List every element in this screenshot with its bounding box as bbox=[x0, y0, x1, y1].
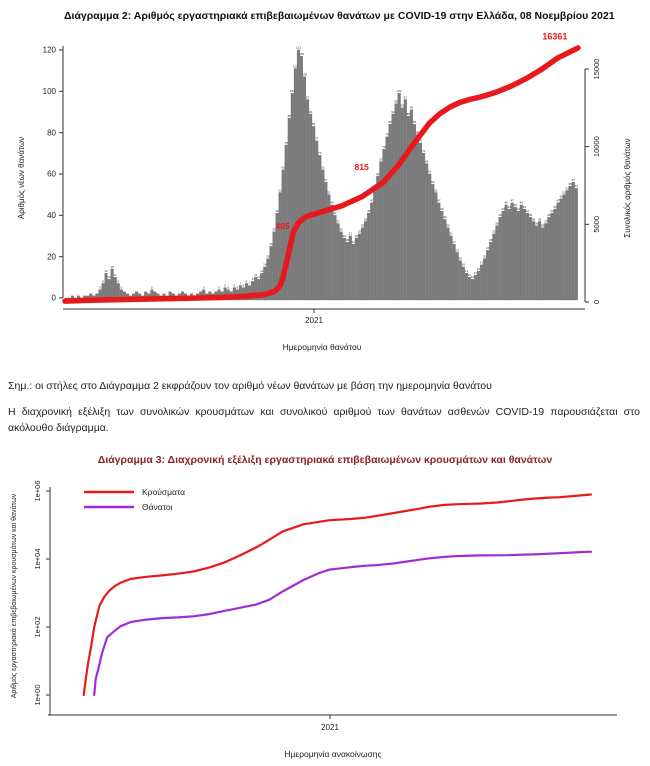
bar-label: 51 bbox=[327, 190, 331, 195]
bar-label: 13 bbox=[464, 268, 469, 273]
bar-label: 36 bbox=[534, 221, 539, 226]
bar bbox=[331, 205, 334, 300]
bar bbox=[376, 176, 379, 300]
bar bbox=[569, 186, 572, 300]
bar-label: 47 bbox=[556, 198, 560, 203]
bar-label: 27 bbox=[452, 240, 456, 244]
bar-label: 10 bbox=[470, 275, 475, 280]
bar-label: 11 bbox=[467, 273, 471, 278]
bar-label: 85 bbox=[388, 120, 392, 125]
log-tick-label: 1e+02 bbox=[33, 616, 42, 638]
bar-label: 20 bbox=[266, 254, 270, 259]
bar bbox=[294, 69, 297, 300]
bar-label: 42 bbox=[366, 209, 371, 213]
bar-label: 7 bbox=[239, 281, 242, 286]
bar bbox=[343, 238, 346, 300]
bar bbox=[486, 250, 489, 300]
right-tick-label: 0 bbox=[592, 299, 601, 305]
bar bbox=[383, 149, 386, 300]
deaths-line bbox=[94, 552, 591, 695]
bar-label: 46 bbox=[330, 200, 334, 205]
bar bbox=[355, 238, 358, 300]
bar bbox=[392, 114, 395, 300]
bar-label: 66 bbox=[424, 159, 429, 164]
bar bbox=[477, 271, 480, 300]
bar-label: 57 bbox=[324, 178, 328, 182]
bar-label: 38 bbox=[537, 217, 542, 222]
bar-label: 75 bbox=[284, 140, 288, 145]
bar-label: 8 bbox=[245, 279, 248, 284]
bar-label: 90 bbox=[391, 109, 395, 114]
bar-label: 5 bbox=[120, 285, 123, 290]
right-tick-label: 5000 bbox=[592, 215, 601, 233]
left-tick-label: 0 bbox=[51, 293, 56, 303]
bar bbox=[422, 153, 425, 300]
bar-label: 6 bbox=[233, 283, 236, 288]
paragraph-text: Η διαχρονική εξέλιξη των συνολικών κρουσμάτων και συνολικού αριθμού των θανάτων ασθενών COVID-19 παρουσιάζεται στο ακόλουθο διάγραμμα. bbox=[8, 406, 640, 435]
bar-label: 28 bbox=[489, 237, 493, 242]
bar bbox=[483, 259, 486, 300]
bar-label: 97 bbox=[305, 95, 310, 100]
bar-label: 5 bbox=[227, 285, 230, 290]
bar bbox=[572, 182, 575, 300]
bar bbox=[413, 124, 416, 300]
bar-label: 33 bbox=[339, 227, 343, 232]
bar-label: 15 bbox=[110, 264, 114, 269]
bar-label: 8 bbox=[117, 279, 120, 284]
bar-label: 40 bbox=[547, 213, 551, 218]
bar-label: 54 bbox=[574, 184, 578, 189]
bar bbox=[364, 221, 367, 300]
bar-label: 71 bbox=[421, 149, 426, 154]
bar-label: 42 bbox=[550, 209, 554, 213]
bar-label: 42 bbox=[525, 209, 530, 213]
left-tick-label: 20 bbox=[47, 252, 56, 262]
bar-label: 118 bbox=[299, 51, 304, 56]
bar-label: 47 bbox=[510, 198, 514, 203]
log-tick-label: 1e+06 bbox=[33, 480, 42, 502]
bar-label: 31 bbox=[449, 231, 453, 236]
bar bbox=[450, 236, 453, 300]
bar-label: 44 bbox=[522, 204, 527, 209]
bar-label: 77 bbox=[315, 136, 319, 141]
bar bbox=[114, 277, 120, 300]
bar-label: 79 bbox=[385, 132, 389, 137]
bar bbox=[395, 104, 398, 300]
bar bbox=[386, 137, 389, 300]
note-text: Σημ.: οι στήλες στο Διάγραμμα 2 εκφράζουν τον αριθμό νέων θανάτων με βάση την ημερομηνία θανάτου bbox=[8, 380, 492, 392]
bar bbox=[431, 184, 434, 300]
bar-label: 38 bbox=[531, 217, 536, 222]
annotation-405: 405 bbox=[275, 220, 290, 231]
chart3-plot bbox=[0, 470, 650, 766]
bar bbox=[566, 190, 569, 300]
chart3-ylabel: Αριθμός εργαστηριακά επιβεβαιωμένων κρουσμάτων και θανάτων bbox=[11, 493, 18, 699]
bar-label: 26 bbox=[269, 242, 273, 247]
bar bbox=[529, 217, 532, 300]
bar-label: 35 bbox=[360, 223, 365, 228]
bar-label: 44 bbox=[507, 204, 511, 209]
bar bbox=[468, 277, 471, 300]
bar-label: 84 bbox=[312, 122, 316, 127]
left-tick-label: 80 bbox=[47, 128, 56, 138]
bar-label: 44 bbox=[553, 204, 557, 209]
bar-label: 40 bbox=[528, 213, 533, 218]
bar bbox=[398, 93, 401, 300]
bar bbox=[425, 164, 428, 300]
bar-label: 63 bbox=[281, 165, 285, 170]
bar bbox=[541, 228, 544, 300]
bar-label: 100 bbox=[289, 89, 295, 94]
bar-label: 33 bbox=[272, 227, 276, 232]
bar-label: 36 bbox=[495, 221, 499, 226]
bar-label: 32 bbox=[357, 229, 362, 234]
bar bbox=[523, 209, 526, 300]
bar-label: 97 bbox=[403, 95, 407, 100]
bar-label: 23 bbox=[455, 248, 459, 253]
bar bbox=[410, 110, 413, 300]
bar-label: 35 bbox=[446, 223, 450, 228]
bar bbox=[337, 224, 340, 300]
left-tick-label: 100 bbox=[42, 86, 56, 96]
bar-label: 95 bbox=[394, 99, 398, 104]
right-tick-label: 15000 bbox=[592, 58, 601, 80]
chart2-x-tick-label: 2021 bbox=[305, 316, 323, 325]
bar-label: 5 bbox=[236, 285, 239, 290]
bar-label: 56 bbox=[431, 180, 435, 185]
bar-label: 55 bbox=[568, 182, 572, 187]
bar-label: 52 bbox=[434, 188, 438, 193]
bar-label: 49 bbox=[559, 194, 563, 199]
legend-label: Θάνατοι bbox=[142, 502, 173, 512]
bar-label: 6 bbox=[224, 283, 226, 288]
bar-label: 16 bbox=[263, 262, 267, 267]
bar-label: 108 bbox=[302, 72, 308, 77]
bar bbox=[419, 143, 422, 300]
bar bbox=[505, 205, 508, 300]
bar-label: 30 bbox=[342, 233, 346, 238]
bar bbox=[334, 215, 337, 300]
bar-label: 47 bbox=[370, 198, 374, 203]
chart2-xlabel: Ημερομηνία θανάτου bbox=[282, 342, 362, 352]
bar bbox=[303, 77, 306, 300]
bar bbox=[389, 124, 392, 300]
bar bbox=[502, 211, 505, 300]
bar bbox=[465, 273, 468, 300]
bar bbox=[511, 203, 514, 300]
bar bbox=[438, 203, 441, 300]
bar-label: 52 bbox=[278, 188, 282, 193]
bar-label: 5 bbox=[151, 285, 153, 290]
bar-label: 90 bbox=[308, 109, 313, 114]
bar bbox=[554, 209, 557, 300]
bar-label: 45 bbox=[513, 202, 517, 207]
bar bbox=[322, 170, 325, 300]
chart2-plot bbox=[0, 28, 650, 374]
bar-label: 8 bbox=[102, 279, 104, 284]
bar bbox=[538, 221, 541, 300]
chart3-title: Διάγραμμα 3: Διαχρονική εξέλιξη εργαστηριακά επιβεβαιωμένων κρουσμάτων και θανάτων bbox=[97, 454, 553, 466]
bar bbox=[496, 226, 499, 300]
bar-label: 7 bbox=[248, 281, 251, 286]
bar-label: 38 bbox=[363, 217, 368, 222]
legend-label: Κρούσματα bbox=[142, 487, 186, 497]
bar-label: 19 bbox=[458, 256, 462, 261]
bar bbox=[434, 193, 437, 300]
bar-label: 39 bbox=[443, 215, 447, 220]
bar-label: 9 bbox=[251, 277, 254, 282]
chart2-title: Διάγραμμα 2: Αριθμός εργαστηριακά επιβεβαιωμένων θανάτων με COVID-19 στην Ελλάδα, 08 Νοεμβρίου 2021 bbox=[64, 10, 615, 22]
bar-label: 10 bbox=[107, 275, 111, 280]
bar-label: 46 bbox=[504, 200, 508, 205]
bar-label: 112 bbox=[292, 64, 298, 69]
bar bbox=[340, 232, 343, 300]
log-tick-label: 1e+00 bbox=[33, 684, 42, 706]
bar bbox=[489, 242, 492, 300]
chart3-x-tick-label: 2021 bbox=[321, 723, 339, 732]
bar bbox=[404, 100, 407, 300]
bar-label: 73 bbox=[382, 144, 386, 149]
chart3-xlabel: Ημερομηνία ανακοίνωσης bbox=[284, 749, 382, 759]
bar bbox=[428, 174, 431, 300]
chart2-ylabel-left: Αριθμός νέων θανάτων bbox=[17, 136, 26, 220]
bar bbox=[493, 234, 496, 300]
bar-label: 17 bbox=[479, 260, 484, 265]
bar bbox=[306, 100, 309, 300]
log-tick-label: 1e+04 bbox=[33, 548, 42, 570]
bar-label: 37 bbox=[336, 219, 340, 224]
bar-label: 76 bbox=[418, 138, 423, 143]
bar bbox=[520, 205, 523, 300]
right-tick-label: 10000 bbox=[592, 136, 601, 158]
bar bbox=[416, 135, 419, 300]
bar-label: 121 bbox=[295, 45, 301, 50]
left-tick-label: 60 bbox=[47, 169, 56, 179]
bar bbox=[325, 182, 328, 300]
bar bbox=[291, 93, 294, 300]
left-tick-label: 120 bbox=[42, 45, 56, 55]
bar bbox=[508, 209, 511, 300]
bar-label: 35 bbox=[541, 223, 545, 228]
bar-label: 53 bbox=[565, 186, 569, 191]
annotation-815: 815 bbox=[354, 161, 369, 172]
bar-label: 63 bbox=[321, 165, 325, 170]
bar bbox=[370, 203, 373, 300]
bar-label: 24 bbox=[486, 246, 490, 251]
bar bbox=[444, 219, 447, 300]
bar-label: 43 bbox=[516, 206, 520, 211]
bar-label: 5 bbox=[99, 285, 101, 290]
bar bbox=[526, 213, 529, 300]
bar bbox=[108, 279, 111, 300]
chart2-ylabel-right: Συνολικός αριθμός θανάτων bbox=[623, 138, 632, 238]
bar bbox=[367, 213, 370, 300]
bar-label: 47 bbox=[437, 198, 441, 203]
bar bbox=[551, 213, 554, 300]
bar bbox=[288, 118, 291, 300]
left-tick-label: 40 bbox=[47, 210, 56, 220]
bar-label: 12 bbox=[473, 271, 478, 275]
bar-label: 30 bbox=[354, 233, 359, 238]
bar-label: 89 bbox=[406, 111, 411, 116]
bar bbox=[471, 279, 474, 300]
bar-label: 93 bbox=[400, 103, 404, 108]
chart3-legend bbox=[84, 487, 185, 512]
bar bbox=[547, 217, 550, 300]
bar-label: 6 bbox=[242, 283, 245, 288]
bar bbox=[318, 155, 321, 300]
bar-label: 5 bbox=[202, 285, 205, 290]
bar bbox=[309, 114, 312, 300]
bar-label: 40 bbox=[498, 213, 502, 218]
bar-label: 92 bbox=[409, 105, 414, 110]
bar-label: 43 bbox=[440, 206, 444, 211]
bar-label: 70 bbox=[318, 151, 322, 156]
bar bbox=[447, 228, 450, 300]
bar bbox=[441, 211, 444, 300]
bar-label: 27 bbox=[351, 240, 356, 244]
bar bbox=[557, 203, 560, 300]
bar-label: 57 bbox=[571, 178, 575, 182]
bar-label: 13 bbox=[104, 268, 108, 273]
bar-label: 51 bbox=[562, 190, 566, 195]
bar-label: 53 bbox=[373, 186, 377, 191]
bar bbox=[407, 116, 410, 300]
bar-label: 42 bbox=[275, 209, 279, 213]
bar bbox=[480, 265, 483, 300]
bar bbox=[532, 221, 535, 300]
bar bbox=[349, 236, 352, 300]
bar-label: 80 bbox=[415, 130, 420, 135]
bar-label: 11 bbox=[113, 273, 117, 278]
bar bbox=[300, 56, 303, 300]
bar-label: 13 bbox=[260, 268, 264, 273]
bar bbox=[315, 141, 318, 300]
bar bbox=[401, 108, 404, 300]
cases-line bbox=[84, 495, 591, 696]
bar-label: 5 bbox=[218, 285, 220, 290]
bar-label: 67 bbox=[379, 157, 383, 162]
bar-label: 88 bbox=[287, 113, 291, 118]
bar-label: 16 bbox=[461, 262, 465, 267]
bar-label: 37 bbox=[544, 219, 548, 224]
bar bbox=[514, 207, 517, 300]
bar-label: 100 bbox=[396, 89, 402, 94]
bar bbox=[297, 50, 300, 300]
bar bbox=[474, 275, 477, 300]
bar bbox=[563, 195, 566, 300]
bar bbox=[346, 242, 349, 300]
bar bbox=[361, 228, 364, 300]
bar bbox=[517, 211, 520, 300]
bar-label: 32 bbox=[492, 229, 496, 234]
bar-label: 43 bbox=[501, 206, 505, 211]
annotation-16361: 16361 bbox=[542, 31, 568, 42]
bar bbox=[544, 224, 547, 300]
bar-label: 10 bbox=[257, 275, 261, 280]
bar-label: 20 bbox=[483, 254, 487, 259]
bar-label: 31 bbox=[348, 231, 353, 236]
bar-label: 61 bbox=[428, 169, 432, 174]
bar-label: 11 bbox=[254, 273, 258, 278]
bar-label: 85 bbox=[412, 120, 417, 125]
bar bbox=[499, 217, 502, 300]
bar-label: 28 bbox=[345, 237, 349, 242]
bar bbox=[352, 244, 355, 300]
bar bbox=[560, 199, 563, 300]
bar-label: 14 bbox=[476, 266, 481, 271]
bar bbox=[373, 190, 376, 300]
bar bbox=[358, 234, 361, 300]
bar bbox=[453, 244, 456, 300]
bar bbox=[575, 188, 578, 300]
bar-label: 60 bbox=[376, 171, 380, 176]
bar-label: 41 bbox=[333, 211, 337, 216]
bar bbox=[535, 226, 538, 300]
bar-label: 46 bbox=[519, 200, 524, 205]
